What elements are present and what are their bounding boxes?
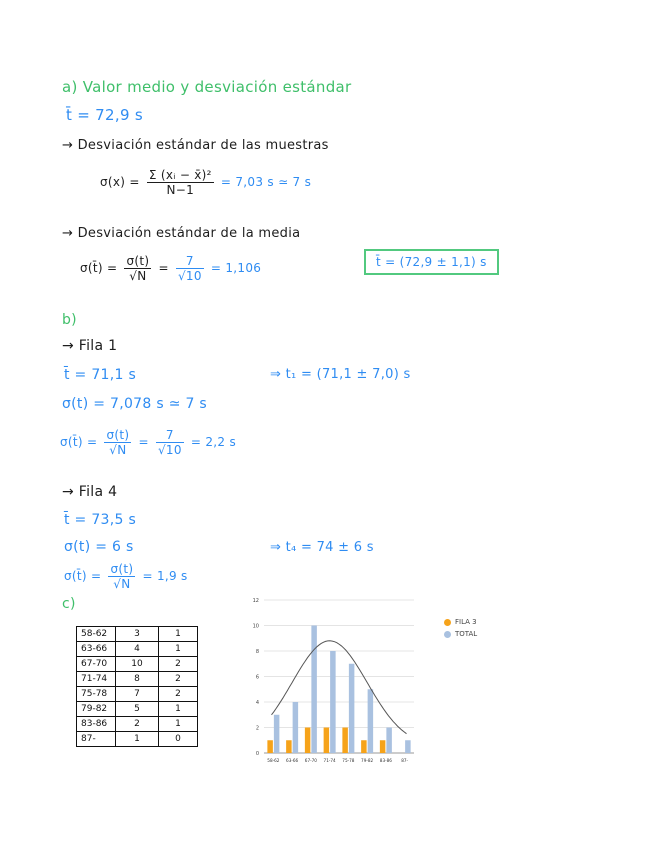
chart-legend xyxy=(444,618,477,638)
table-cell: 0 xyxy=(159,732,198,747)
mean-sd-denominator-2: √10 xyxy=(177,269,202,283)
mean-value: t̄ = 72,9 s xyxy=(66,106,143,124)
fila1-sdm-fraction-2 xyxy=(156,428,184,457)
x-tick-label: 63-66 xyxy=(286,758,299,763)
table-cell: 1 xyxy=(159,717,198,732)
table-cell: 1 xyxy=(159,642,198,657)
bar-total xyxy=(274,715,280,753)
mean-sd-fraction-2 xyxy=(176,254,204,283)
fila1-mean: t̄ = 71,1 s xyxy=(64,367,137,383)
sample-sd-label: → Desviación estándar de las muestras xyxy=(62,138,329,153)
mean-sd-fraction xyxy=(124,254,151,283)
y-tick-label: 4 xyxy=(255,700,259,706)
x-tick-label: 75-78 xyxy=(342,758,355,763)
mean-sd-label: → Desviación estándar de la media xyxy=(62,226,301,241)
table-cell: 2 xyxy=(159,687,198,702)
fila1-label: → Fila 1 xyxy=(62,338,118,354)
x-tick-label: 87- xyxy=(401,758,409,763)
table-cell: 1 xyxy=(159,702,198,717)
table-cell: 7 xyxy=(116,687,159,702)
y-tick-label: 0 xyxy=(255,751,259,757)
fila1-sdm-formula xyxy=(60,428,236,457)
y-tick-label: 10 xyxy=(252,623,259,630)
bar-fila xyxy=(361,740,367,753)
fila1-sdm-numerator-2: 7 xyxy=(156,428,184,443)
fila1-result: ⇒ t₁ = (71,1 ± 7,0) s xyxy=(270,367,411,382)
bar-total xyxy=(368,689,374,753)
legend-item-total xyxy=(444,630,477,638)
legend-label-fila: FILA 3 xyxy=(455,618,477,626)
sample-sd-formula xyxy=(100,168,311,197)
x-tick-label: 79-82 xyxy=(361,758,374,763)
bar-total xyxy=(330,651,336,753)
mean-sd-denominator: √N xyxy=(129,269,147,283)
fila4-sd: σ(t) = 6 s xyxy=(64,539,134,555)
mean-sd-lhs: σ(t̄) = xyxy=(80,261,118,275)
fila1-sdm-denominator: √N xyxy=(109,443,127,457)
fila4-sdm-formula xyxy=(64,562,188,591)
table-row xyxy=(77,732,198,747)
table-cell: 1 xyxy=(159,627,198,642)
table-row xyxy=(77,687,198,702)
x-tick-label: 71-74 xyxy=(323,758,336,763)
table-cell: 1 xyxy=(116,732,159,747)
bar-total xyxy=(293,702,299,753)
table-cell: 71-74 xyxy=(77,672,116,687)
bar-fila xyxy=(324,728,330,754)
fila4-result: ⇒ t₄ = 74 ± 6 s xyxy=(270,540,374,555)
table-row xyxy=(77,717,198,732)
table-cell: 10 xyxy=(116,657,159,672)
fila1-sdm-lhs: σ(t̄) = xyxy=(60,435,98,449)
bar-total xyxy=(386,728,392,754)
fila4-sdm-lhs: σ(t̄) = xyxy=(64,569,102,583)
table-cell: 3 xyxy=(116,627,159,642)
mean-sd-numerator: σ(t) xyxy=(126,254,150,268)
fila4-mean: t̄ = 73,5 s xyxy=(64,512,137,528)
y-tick-label: 2 xyxy=(255,725,259,732)
part-b-title: b) xyxy=(62,312,77,328)
y-tick-label: 12 xyxy=(252,598,259,604)
boxed-result: t̄ = (72,9 ± 1,1) s xyxy=(364,249,499,275)
bar-fila xyxy=(267,740,273,753)
table-cell: 87- xyxy=(77,732,116,747)
fila1-sd: σ(t) = 7,078 s ≃ 7 s xyxy=(62,396,208,412)
table-cell: 8 xyxy=(116,672,159,687)
table-row xyxy=(77,702,198,717)
bar-total xyxy=(349,664,355,753)
bar-total xyxy=(405,740,411,753)
table-cell: 2 xyxy=(116,717,159,732)
bar-fila xyxy=(305,728,311,754)
trend-curve xyxy=(272,641,407,734)
mean-sd-result: = 1,106 xyxy=(210,261,262,275)
fila1-sdm-denominator-2: √10 xyxy=(157,443,182,457)
x-tick-label: 83-86 xyxy=(379,758,392,763)
table-cell: 75-78 xyxy=(77,687,116,702)
table-row xyxy=(77,672,198,687)
y-tick-label: 6 xyxy=(255,674,259,681)
sample-sd-numerator: Σ (xᵢ − x̄)² xyxy=(148,168,212,182)
table-cell: 58-62 xyxy=(77,627,116,642)
x-tick-label: 67-70 xyxy=(304,758,317,763)
fila4-sdm-denominator: √N xyxy=(113,577,131,591)
mean-sd-numerator-2: 7 xyxy=(176,254,204,269)
fila4-sdm-result: = 1,9 s xyxy=(142,569,188,583)
table-cell: 67-70 xyxy=(77,657,116,672)
legend-swatch-total xyxy=(444,631,451,638)
legend-item-fila xyxy=(444,618,477,626)
part-c-title: c) xyxy=(62,596,76,612)
table-cell: 2 xyxy=(159,672,198,687)
table-cell: 83-86 xyxy=(77,717,116,732)
table-cell: 4 xyxy=(116,642,159,657)
sample-sd-result: = 7,03 s ≃ 7 s xyxy=(220,175,312,189)
x-tick-label: 58-62 xyxy=(267,758,280,763)
table-row xyxy=(77,627,198,642)
table-cell: 2 xyxy=(159,657,198,672)
fila1-sdm-fraction xyxy=(104,428,131,457)
fila1-sdm-result: = 2,2 s xyxy=(190,435,237,449)
frequency-table xyxy=(76,626,198,747)
table-cell: 63-66 xyxy=(77,642,116,657)
sample-sd-fraction xyxy=(147,168,214,197)
sample-sd-denominator: N−1 xyxy=(166,183,195,197)
table-row xyxy=(77,657,198,672)
part-a-title: a) Valor medio y desviación estándar xyxy=(62,78,352,96)
bar-fila xyxy=(342,728,348,754)
bar-fila xyxy=(380,740,386,753)
fila4-sdm-fraction xyxy=(108,562,135,591)
mean-sd-equals: = xyxy=(158,261,169,275)
sample-sd-lhs: σ(x) = xyxy=(100,175,140,189)
fila1-sdm-numerator: σ(t) xyxy=(106,428,130,442)
bar-fila xyxy=(286,740,292,753)
y-tick-label: 8 xyxy=(255,649,259,655)
legend-label-total: TOTAL xyxy=(455,630,478,638)
bar-total xyxy=(311,626,317,754)
fila4-sdm-numerator: σ(t) xyxy=(110,562,134,576)
mean-sd-formula xyxy=(80,254,261,283)
table-cell: 79-82 xyxy=(77,702,116,717)
table-row xyxy=(77,642,198,657)
legend-swatch-fila xyxy=(444,619,451,626)
table-cell: 5 xyxy=(116,702,159,717)
fila1-sdm-equals: = xyxy=(138,435,149,449)
histogram-chart xyxy=(244,594,414,770)
fila4-label: → Fila 4 xyxy=(62,484,118,500)
